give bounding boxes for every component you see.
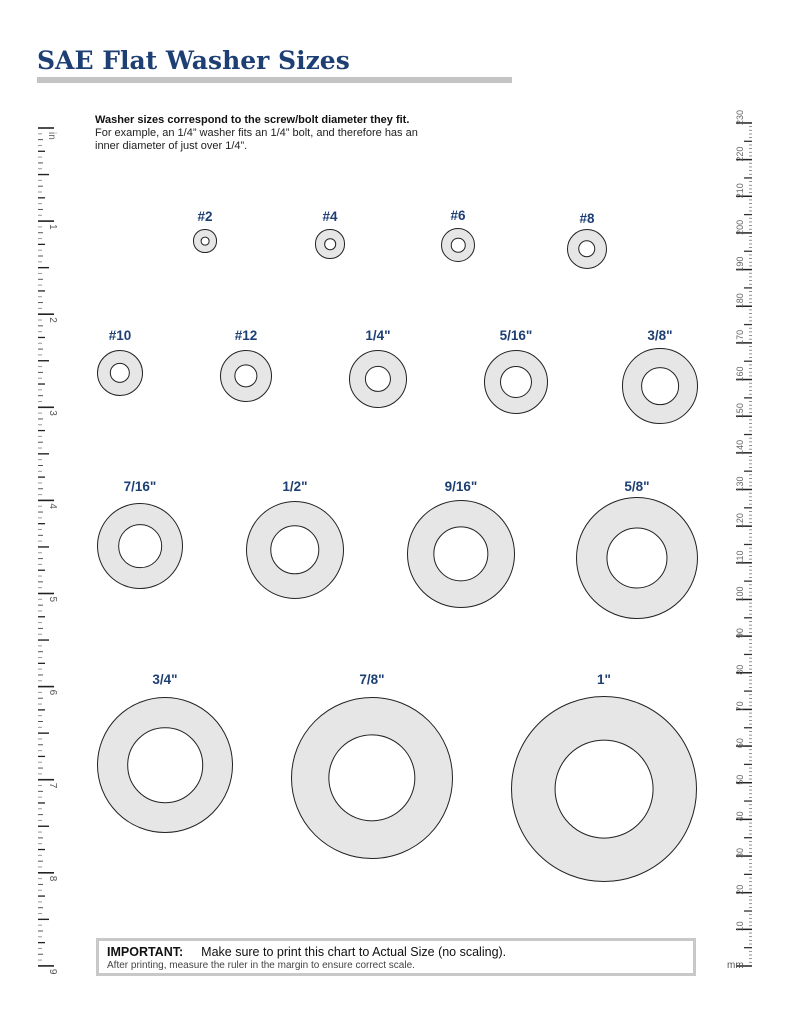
inch-label: 4 [47,503,58,509]
washer-size-label: #4 [322,209,338,224]
inch-label: 5 [47,596,58,603]
washer-outline [622,348,698,424]
washer-size-label: 7/8" [359,672,385,687]
washer-hole [234,364,257,387]
mm-label: 210 [735,183,745,199]
washer-outline [315,229,344,258]
mm-unit-label: mm [727,960,744,971]
washer-hole [110,363,130,383]
washer-hole [118,524,162,568]
mm-label: 130 [735,476,745,492]
washer-size-label: 3/4" [152,672,178,687]
intro-rest: For example, an 1/4” washer fits an 1/4” bolt, and therefore has an inner diameter of just over 1/4”. [95,127,418,152]
washer-outline [97,503,183,589]
washer-hole [641,367,679,405]
washer-size-label: #10 [108,328,132,343]
washer-hole [433,526,488,581]
mm-label: 110 [735,550,745,565]
mm-label: 60 [735,738,745,749]
washer-size-label: 7/16" [123,479,157,494]
page-title: SAE Flat Washer Sizes [37,46,350,75]
inch-label: 8 [47,875,58,882]
inch-label: 9 [47,968,58,975]
mm-label: 140 [735,439,745,455]
notice-main-text: Make sure to print this chart to Actual Size (no scaling). [201,945,507,959]
inch-label: 7 [47,782,58,789]
washer-size-label: 9/16" [444,479,478,494]
mm-label: 90 [735,628,745,639]
inch-unit-label: in [46,132,57,140]
washer-hole [324,238,336,250]
washer-outline [193,229,216,252]
washer-outline [97,350,144,397]
intro-bold: Washer sizes correspond to the screw/bolt diameter they fit. [95,114,410,126]
washer-size-label: 1" [597,672,611,687]
inch-label: 2 [47,317,58,323]
mm-label: 150 [735,403,745,419]
important-label: IMPORTANT: [107,945,184,959]
washer-hole [328,734,415,821]
mm-label: 20 [735,884,745,895]
washer-outline [220,350,272,402]
washer-size-label: 5/8" [624,479,650,494]
washer-hole [270,525,319,574]
washer-outline [511,696,697,882]
mm-label: 50 [735,774,745,785]
mm-label: 170 [735,329,745,345]
notice-sub-text: After printing, measure the ruler in the margin to ensure correct scale. [107,960,415,971]
washer-hole [555,740,654,839]
washer-outline [291,697,454,860]
washer-size-label: #12 [234,328,258,343]
washer-outline [97,697,234,834]
washer-size-label: 3/8" [647,328,673,343]
inch-label: 6 [47,689,58,696]
mm-label: 80 [735,664,745,675]
mm-label: 190 [735,256,745,272]
washer-hole [500,366,532,398]
washer-hole [201,237,210,246]
mm-label: 30 [735,848,745,859]
washer-outline [567,229,608,270]
washer-hole [451,238,466,253]
mm-label: 230 [735,109,745,125]
washer-outline [576,497,698,619]
washer-size-label: #8 [579,211,595,226]
mm-label: 220 [735,146,745,162]
mm-label: 100 [735,586,745,602]
title-underline [37,77,512,83]
washer-size-label: #2 [197,209,213,224]
washer-size-label: #6 [450,208,466,223]
mm-label: 160 [735,366,745,382]
washer-size-label: 1/4" [365,328,391,343]
notice-line1 [107,944,685,960]
mm-label: 10 [735,921,745,932]
washer-size-label: 5/16" [499,328,533,343]
mm-label: 200 [735,219,745,235]
washer-outline [441,228,476,263]
inch-label: 1 [47,224,58,230]
washer-hole [127,727,203,803]
inch-ruler [0,0,80,1024]
mm-label: 70 [735,701,745,712]
intro-text [95,114,425,153]
mm-label: 120 [735,513,745,529]
washer-size-label: 1/2" [282,479,308,494]
mm-label: 40 [735,811,745,822]
washer-hole [578,240,596,258]
washer-outline [407,500,515,608]
inch-label: 3 [47,410,58,416]
washer-hole [365,366,391,392]
washer-outline [349,350,407,408]
important-notice [96,938,696,976]
washer-outline [484,350,548,414]
washer-outline [246,501,345,600]
washer-hole [606,527,667,588]
mm-label: 180 [735,293,745,309]
